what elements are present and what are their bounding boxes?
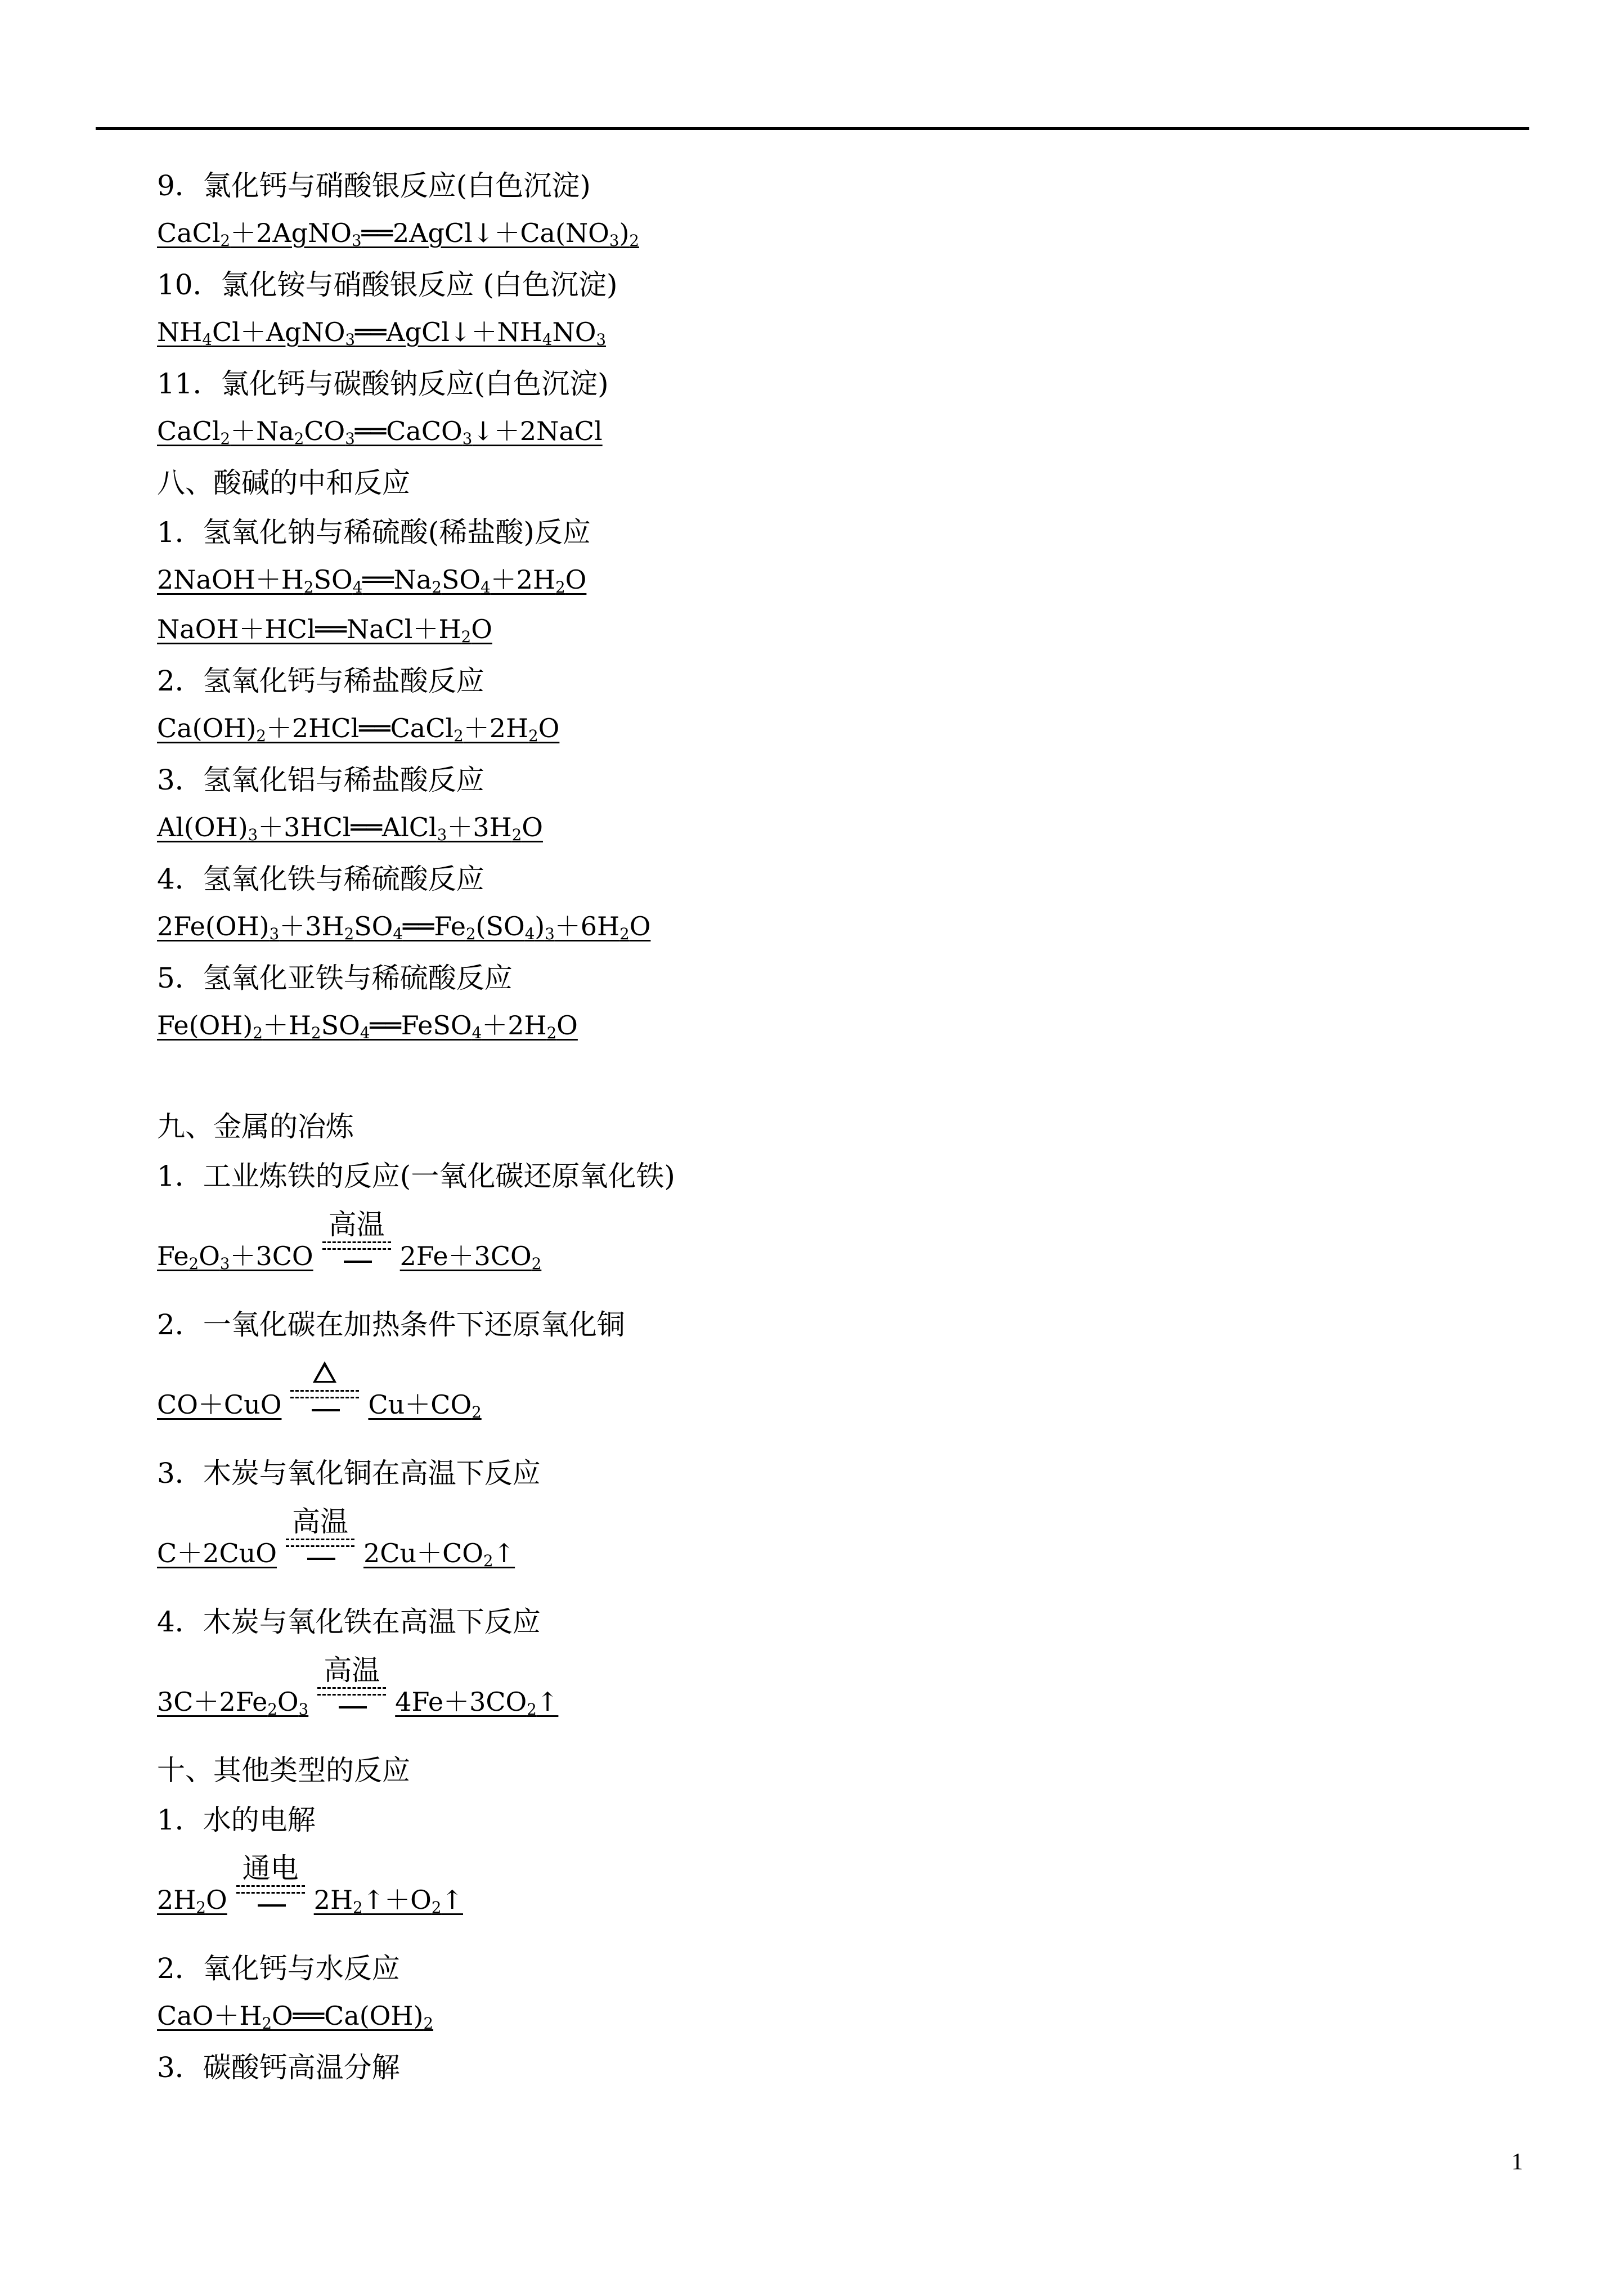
section-heading: 九、金属的冶炼 [157, 1110, 354, 1143]
page-number: 1 [1511, 2149, 1523, 2175]
item-heading: 2．氧化钙与水反应 [157, 1952, 400, 1985]
equation: C＋2CuO 高温 $2Cu+CO_2↑$ [157, 1505, 515, 1570]
item-heading: 9．氯化钙与硝酸银反应(白色沉淀) [157, 169, 591, 202]
equation: $2Fe(OH)_3+3H_2SO_4══Fe_2(SO_4)_3+6H_2O$ [157, 911, 651, 943]
section-heading: 八、酸碱的中和反应 [157, 467, 410, 499]
triangle-icon [288, 1358, 361, 1388]
reaction-condition: 高温 [284, 1530, 357, 1561]
reaction-condition [288, 1381, 361, 1412]
item-heading: 3．木炭与氧化铜在高温下反应 [157, 1457, 541, 1490]
equation: CO＋CuO $Cu+CO_2$ [157, 1381, 482, 1421]
equation: $Ca(OH)_2+2HCl══CaCl_2+2H_2O$ [157, 713, 560, 745]
reaction-condition: 高温 [315, 1678, 388, 1710]
equation: $NaOH+HCl══NaCl+H_2O$ [157, 614, 492, 646]
equation: $CaCl_2+Na_2CO_3══CaCO_3↓+2NaCl$ [157, 416, 603, 448]
section-heading: 十、其他类型的反应 [157, 1754, 410, 1787]
equation: $3C+2Fe_2O_3$ 高温 $4Fe+3CO_2↑$ [157, 1654, 559, 1719]
equation: $Fe_2O_3+3CO$ 高温 $2Fe+3CO_2$ [157, 1208, 542, 1273]
equation: $2H_2O$ 通电 $2H_2↑+O_2↑$ [157, 1852, 463, 1917]
item-heading: 1．工业炼铁的反应(一氧化碳还原氧化铁) [157, 1160, 675, 1192]
item-heading: 5．氢氧化亚铁与稀硫酸反应 [157, 962, 513, 994]
equation: $CaCl_2+2AgNO_3══2AgCl↓+Ca(NO_3)_2$ [157, 218, 639, 250]
reaction-condition: 通电 [234, 1876, 307, 1908]
equation: $Al(OH)_3+3HCl══AlCl_3+3H_2O$ [157, 812, 543, 844]
equation: $2NaOH+H_2SO_4══Na_2SO_4+2H_2O$ [157, 564, 587, 597]
item-heading: 4．木炭与氧化铁在高温下反应 [157, 1606, 541, 1638]
item-heading: 2．氢氧化钙与稀盐酸反应 [157, 665, 484, 697]
equation: $CaO+H_2O══Ca(OH)_2$ [157, 2001, 434, 2033]
item-heading: 2．一氧化碳在加热条件下还原氧化铜 [157, 1308, 625, 1341]
item-heading: 10．氯化铵与硝酸银反应 (白色沉淀) [157, 268, 618, 301]
reaction-condition: 高温 [320, 1232, 393, 1264]
item-heading: 4．氢氧化铁与稀硫酸反应 [157, 863, 484, 895]
item-heading: 11．氯化钙与碳酸钠反应(白色沉淀) [157, 367, 609, 400]
equation: $NH_4Cl+AgNO_3══AgCl↓+NH_4NO_3$ [157, 317, 607, 349]
equation: $Fe(OH)_2+H_2SO_4══FeSO_4+2H_2O$ [157, 1010, 578, 1042]
item-heading: 1．水的电解 [157, 1804, 316, 1836]
item-heading: 3．氢氧化铝与稀盐酸反应 [157, 764, 484, 796]
item-heading: 3．碳酸钙高温分解 [157, 2051, 400, 2084]
item-heading: 1．氢氧化钠与稀硫酸(稀盐酸)反应 [157, 516, 591, 549]
header-rule [96, 127, 1529, 130]
